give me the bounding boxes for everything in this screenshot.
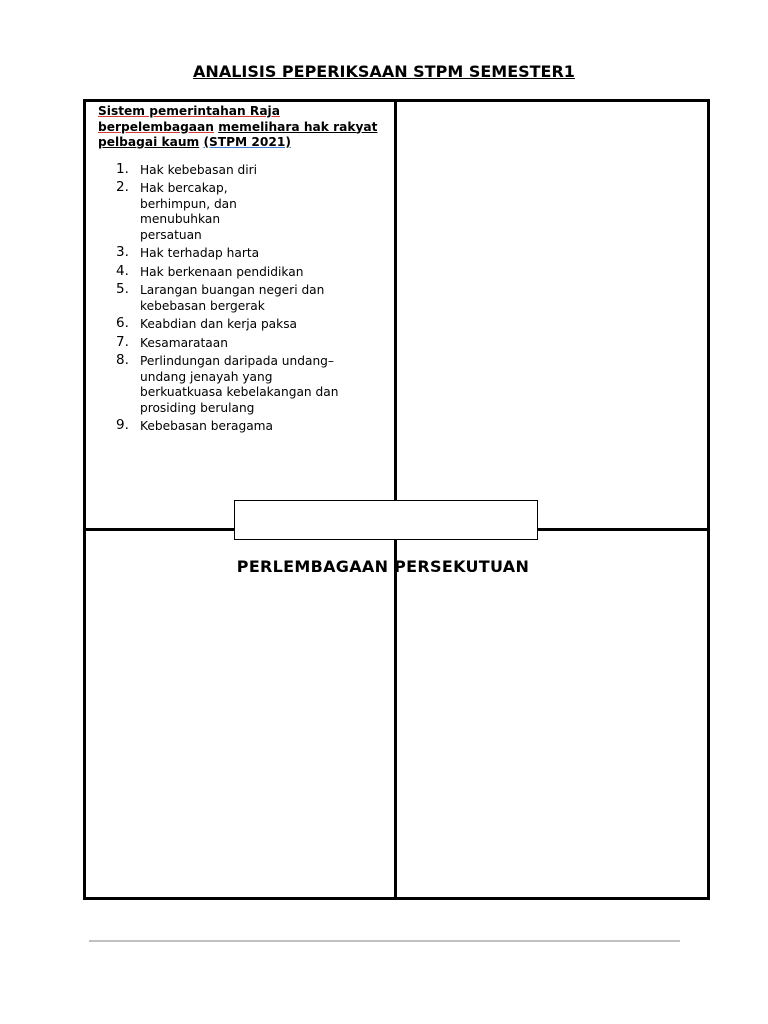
list-item: 9. Kebebasan beragama — [116, 417, 273, 433]
footer-divider — [89, 940, 680, 942]
page-title: ANALISIS PEPERIKSAAN STPM SEMESTER1 — [193, 62, 575, 81]
list-item: 8. Perlindungan daripada undang–undang jenayah yang berkuatkuasa kebelakangan dan prosiding berulang — [116, 352, 339, 415]
list-item: 4. Hak berkenaan pendidikan — [116, 262, 304, 279]
list-item: 5. Larangan buangan negeri dan kebebasan bergerak — [116, 281, 325, 313]
rights-list — [98, 160, 388, 435]
list-item: 3. Hak terhadap harta — [116, 244, 260, 260]
center-box — [234, 500, 538, 540]
quadrant-top-left — [98, 104, 388, 438]
list-item: 1. Hak kebebasan diri — [116, 160, 258, 177]
topic-heading — [98, 104, 388, 151]
list-item: 6. Keabdian dan kerja paksa — [116, 315, 298, 331]
topic-part-1: Sistem pemerintahan Raja berpelembagaan — [98, 104, 280, 134]
topic-part-3: (STPM 2021) — [203, 135, 291, 149]
list-item: 7. Kesamarataan — [116, 333, 228, 350]
topic-part-2: memelihara hak rakyat pelbagai kaum — [98, 119, 378, 149]
list-item: 2. Hak bercakap, berhimpun, dan menubuhkan persatuan — [116, 179, 237, 242]
center-label: PERLEMBAGAAN PERSEKUTUAN — [236, 557, 530, 576]
